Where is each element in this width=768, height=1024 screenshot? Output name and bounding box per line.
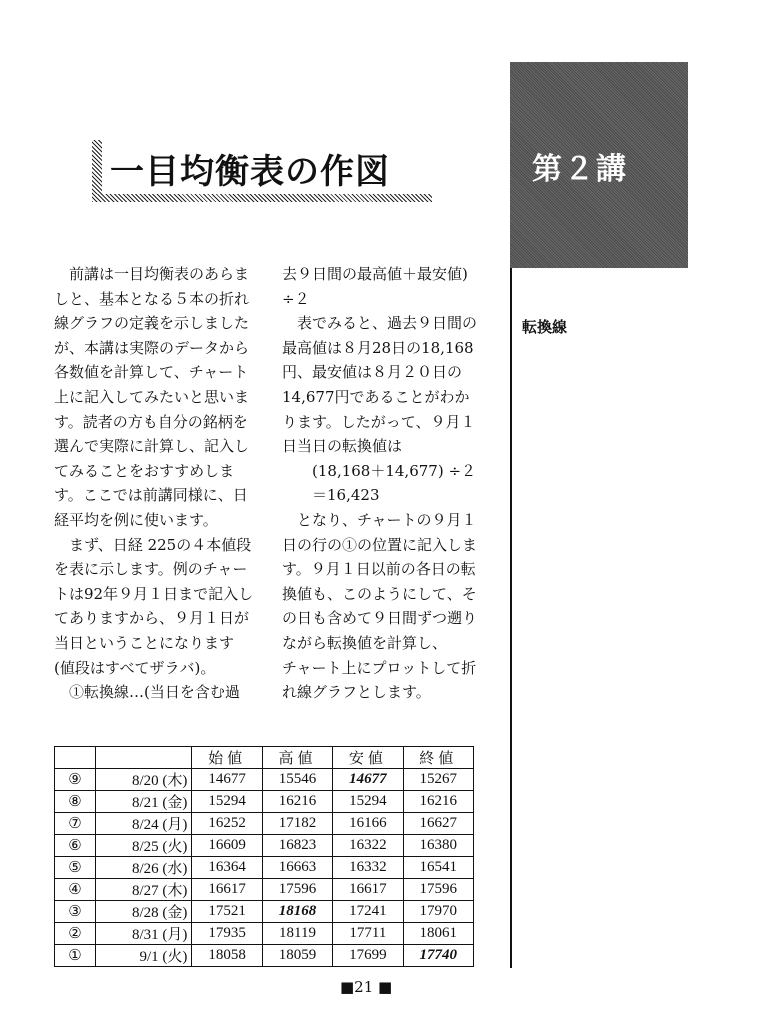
table-row [55, 879, 474, 901]
table-row [55, 923, 474, 945]
title-decoration-left [92, 140, 102, 198]
table-header-row [55, 747, 474, 769]
text-line: ＝16,423 [282, 486, 380, 505]
cell-high: 18168 [262, 901, 332, 923]
text-line: (値段はすべてザラバ)。 [54, 658, 216, 677]
text-line: トは92年９月１日まで記入し [54, 584, 254, 603]
cell-num: ③ [55, 901, 96, 923]
cell-open: 17521 [192, 901, 262, 923]
cell-low: 15294 [333, 791, 403, 813]
chapter-label: 第２講 [532, 152, 628, 187]
header-high: 高値 [262, 747, 332, 769]
cell-num: ② [55, 923, 96, 945]
cell-low: 16166 [333, 813, 403, 835]
cell-date: 9/1 (火) [96, 945, 192, 967]
cell-num: ⑦ [55, 813, 96, 835]
cell-high: 18059 [262, 945, 332, 967]
text-column-1 [54, 262, 260, 705]
cell-low: 17711 [333, 923, 403, 945]
text-line: 最高値は８月28日の18,168 [282, 338, 474, 357]
text-line: 経平均を例に使います。 [54, 510, 218, 529]
text-line: となり、チャートの９月１ [282, 510, 477, 529]
cell-high: 16216 [262, 791, 332, 813]
cell-close: 16216 [403, 791, 473, 813]
text-line: (18,168＋14,677) ÷２ [282, 461, 477, 480]
text-line: 各数値を計算して、チャート [54, 363, 249, 382]
cell-date: 8/28 (金) [96, 901, 192, 923]
cell-date: 8/26 (水) [96, 857, 192, 879]
table-row [55, 835, 474, 857]
text-line: ります。したがって、９月１ [282, 412, 476, 431]
text-line: 選んで実際に計算し、記入し [54, 437, 250, 456]
cell-low: 17699 [333, 945, 403, 967]
text-line: 当日ということになります [54, 633, 235, 652]
cell-close: 16541 [403, 857, 473, 879]
cell-high: 16823 [262, 835, 332, 857]
cell-low: 17241 [333, 901, 403, 923]
cell-close: 17970 [403, 901, 473, 923]
price-table [54, 746, 474, 967]
page-title: 一目均衡表の作図 [110, 152, 390, 192]
text-line: ながら転換値を計算し、 [282, 633, 448, 652]
cell-open: 15294 [192, 791, 262, 813]
table-row [55, 857, 474, 879]
cell-open: 16364 [192, 857, 262, 879]
cell-date: 8/21 (金) [96, 791, 192, 813]
text-line: す。９月１日以前の各日の転 [282, 560, 476, 579]
text-line: ①転換線…(当日を含む過 [54, 683, 240, 702]
cell-num: ④ [55, 879, 96, 901]
text-line: 日の行の①の位置に記入しま [282, 535, 478, 554]
cell-num: ⑧ [55, 791, 96, 813]
header-low: 安値 [333, 747, 403, 769]
cell-high: 17596 [262, 879, 332, 901]
cell-low: 16617 [333, 879, 403, 901]
chapter-box [510, 62, 688, 268]
text-line: しと、基本となる５本の折れ [54, 289, 250, 308]
cell-close: 16380 [403, 835, 473, 857]
text-line: 日当日の転換値は [282, 437, 403, 456]
text-line: 表でみると、過去９日間の [282, 314, 478, 333]
text-line: を表に示します。例のチャー [54, 560, 248, 579]
text-line: てみることをおすすめしま [54, 461, 235, 480]
vertical-rule [510, 268, 512, 968]
title-decoration-bottom [92, 194, 432, 202]
cell-open: 14677 [192, 769, 262, 791]
page-number: ■21 ■ [340, 978, 393, 996]
cell-open: 18058 [192, 945, 262, 967]
cell-date: 8/27 (木) [96, 879, 192, 901]
header-date [96, 747, 192, 769]
cell-close: 15267 [403, 769, 473, 791]
text-line: 円、最安値は８月２０日の [282, 363, 463, 382]
text-line: チャート上にプロットして折 [282, 658, 477, 677]
text-line: す。読者の方も自分の銘柄を [54, 412, 248, 431]
cell-num: ① [55, 945, 96, 967]
cell-close: 18061 [403, 923, 473, 945]
cell-date: 8/24 (月) [96, 813, 192, 835]
header-num [55, 747, 96, 769]
table-row [55, 945, 474, 967]
cell-open: 17935 [192, 923, 262, 945]
text-column-2 [282, 262, 492, 705]
table-row [55, 791, 474, 813]
cell-high: 15546 [262, 769, 332, 791]
cell-date: 8/20 (木) [96, 769, 192, 791]
text-line: す。ここでは前講同様に、日 [54, 486, 248, 505]
text-line: 去９日間の最高値＋最安値) [282, 265, 468, 283]
cell-high: 16663 [262, 857, 332, 879]
cell-close: 17740 [403, 945, 473, 967]
text-line: 14,677円であることがわか [282, 387, 470, 406]
cell-open: 16609 [192, 835, 262, 857]
header-close: 終値 [403, 747, 473, 769]
title-box [92, 140, 432, 202]
text-line: てありますから、９月１日が [54, 609, 250, 628]
text-line: 換値も、このようにして、そ [282, 584, 477, 603]
text-line: が、本講は実際のデータから [54, 338, 250, 357]
cell-num: ⑥ [55, 835, 96, 857]
text-line: 上に記入してみたいと思いま [54, 387, 250, 406]
text-line: 前講は一目均衡表のあらま [54, 265, 250, 283]
table-row [55, 813, 474, 835]
side-label: 転換線 [522, 318, 568, 336]
text-line: れ線グラフとします。 [282, 683, 431, 702]
cell-low: 16322 [333, 835, 403, 857]
cell-high: 17182 [262, 813, 332, 835]
table-row [55, 769, 474, 791]
cell-high: 18119 [262, 923, 332, 945]
cell-date: 8/31 (月) [96, 923, 192, 945]
cell-close: 16627 [403, 813, 473, 835]
text-line: ÷２ [282, 289, 310, 308]
text-line: の日も含めて９日間ずつ遡り [282, 609, 478, 628]
cell-num: ⑤ [55, 857, 96, 879]
text-line: まず、日経 225の４本値段 [54, 535, 252, 554]
cell-low: 16332 [333, 857, 403, 879]
cell-open: 16617 [192, 879, 262, 901]
cell-date: 8/25 (火) [96, 835, 192, 857]
cell-open: 16252 [192, 813, 262, 835]
text-line: 線グラフの定義を示しました [54, 314, 250, 333]
cell-num: ⑨ [55, 769, 96, 791]
cell-close: 17596 [403, 879, 473, 901]
table-row [55, 901, 474, 923]
header-open: 始値 [192, 747, 262, 769]
cell-low: 14677 [333, 769, 403, 791]
